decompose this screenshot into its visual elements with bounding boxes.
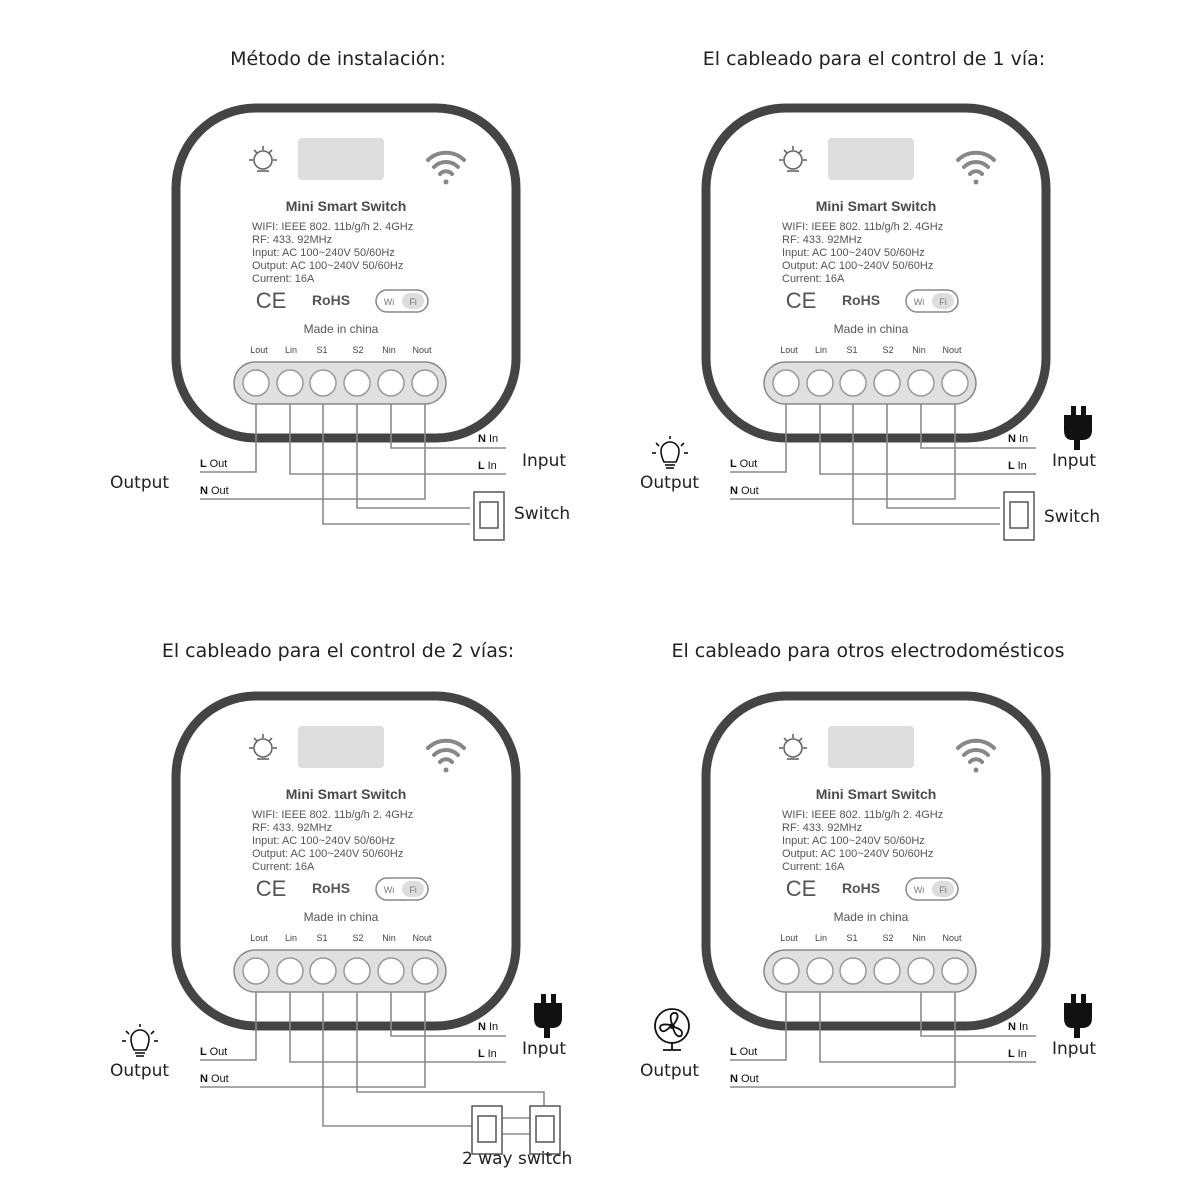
terminal-label: S2 (882, 345, 894, 355)
wifi-logo-wi: Wi (913, 297, 925, 307)
title-installation-method: Método de instalación: (230, 48, 446, 70)
spec-line: Output: AC 100~240V 50/60Hz (252, 848, 404, 860)
wifi-logo-wi: Wi (913, 885, 925, 895)
spec-line: Current: 16A (782, 273, 845, 285)
made-in-label: Made in china (303, 322, 379, 336)
device-name: Mini Smart Switch (815, 198, 937, 214)
device-name: Mini Smart Switch (285, 198, 407, 214)
input-label: Input (1052, 1039, 1097, 1059)
wire-label-n-in: N In (1008, 433, 1029, 445)
output-label: Output (110, 473, 170, 493)
wire-label-l-out: L Out (730, 1046, 758, 1058)
spec-line: WIFI: IEEE 802. 11b/g/h 2. 4GHz (252, 809, 414, 821)
terminal-strip (234, 950, 446, 992)
spec-line: WIFI: IEEE 802. 11b/g/h 2. 4GHz (252, 221, 414, 233)
spec-line: RF: 433. 92MHz (782, 822, 863, 834)
terminal-label: Lin (814, 345, 828, 355)
terminal-label: Nin (912, 345, 926, 355)
power-plug-icon (534, 994, 562, 1038)
terminal-label: Lin (284, 933, 298, 943)
rohs-mark: RoHS (311, 880, 351, 896)
power-plug-icon (1064, 406, 1092, 450)
spec-line: Output: AC 100~240V 50/60Hz (782, 848, 934, 860)
switch-label: Switch (514, 504, 571, 524)
terminal-label: Nin (382, 345, 396, 355)
terminal-label: S2 (882, 933, 894, 943)
title-other-appliances: El cableado para otros electrodomésticos (671, 640, 1065, 662)
input-label: Input (1052, 451, 1097, 471)
terminal-label: Nout (412, 345, 432, 355)
terminal-label: S1 (316, 933, 328, 943)
spec-line: Input: AC 100~240V 50/60Hz (782, 247, 925, 259)
wire-label-n-out: N Out (200, 485, 229, 497)
fan-icon (655, 1009, 689, 1050)
wifi-logo-fi: Fi (409, 297, 417, 307)
terminal-label: Lout (250, 345, 268, 355)
two-way-switch-a (472, 1106, 502, 1154)
rohs-mark: RoHS (841, 292, 881, 308)
spec-line: Output: AC 100~240V 50/60Hz (252, 260, 404, 272)
wiring-panel-q1 (110, 108, 570, 540)
two-way-switch-label: 2 way switch (462, 1149, 573, 1169)
device-name: Mini Smart Switch (815, 786, 937, 802)
title-one-way-wiring: El cableado para el control de 1 vía: (702, 48, 1046, 70)
terminal-strip (764, 362, 976, 404)
wire-label-l-out: L Out (200, 1046, 228, 1058)
wire-label-l-in: L In (1008, 1048, 1027, 1060)
wire-label-n-out: N Out (730, 1073, 759, 1085)
light-bulb-icon (652, 436, 688, 468)
two-way-switch-b (530, 1106, 560, 1154)
wifi-logo-wi: Wi (383, 297, 395, 307)
output-label: Output (640, 473, 700, 493)
terminal-label: S2 (352, 345, 364, 355)
spec-line: RF: 433. 92MHz (252, 234, 333, 246)
ce-mark: CE (255, 876, 287, 901)
spec-line: WIFI: IEEE 802. 11b/g/h 2. 4GHz (782, 809, 944, 821)
terminal-strip (234, 362, 446, 404)
spec-line: RF: 433. 92MHz (252, 822, 333, 834)
wall-switch (1004, 492, 1034, 540)
ce-mark: CE (255, 288, 287, 313)
input-label: Input (522, 1039, 567, 1059)
spec-line: Input: AC 100~240V 50/60Hz (782, 835, 925, 847)
wifi-logo-fi: Fi (409, 885, 417, 895)
terminal-label: Lout (780, 933, 798, 943)
made-in-label: Made in china (833, 910, 909, 924)
switch-label: Switch (1044, 507, 1101, 527)
wall-switch (474, 492, 504, 540)
terminal-label: Nout (942, 345, 962, 355)
wiring-panel-q2 (640, 108, 1100, 540)
terminal-strip (764, 950, 976, 992)
made-in-label: Made in china (303, 910, 379, 924)
spec-line: Input: AC 100~240V 50/60Hz (252, 247, 395, 259)
wire-label-l-in: L In (1008, 460, 1027, 472)
wifi-logo-fi: Fi (939, 297, 947, 307)
light-bulb-icon (122, 1024, 158, 1056)
spec-line: Current: 16A (782, 861, 845, 873)
terminal-label: Nin (912, 933, 926, 943)
made-in-label: Made in china (833, 322, 909, 336)
terminal-label: Lin (814, 933, 828, 943)
wire-label-n-in: N In (478, 433, 499, 445)
output-label: Output (640, 1061, 700, 1081)
wiring-panel-q4 (640, 696, 1096, 1087)
wiring-panel-q3 (110, 696, 572, 1169)
spec-line: Current: 16A (252, 861, 315, 873)
spec-line: Input: AC 100~240V 50/60Hz (252, 835, 395, 847)
wire-label-n-in: N In (1008, 1021, 1029, 1033)
terminal-label: Nout (942, 933, 962, 943)
rohs-mark: RoHS (841, 880, 881, 896)
terminal-label: S1 (846, 345, 858, 355)
device-name: Mini Smart Switch (285, 786, 407, 802)
wire-label-l-in: L In (478, 1048, 497, 1060)
wire-label-l-in: L In (478, 460, 497, 472)
title-two-way-wiring: El cableado para el control de 2 vías: (161, 640, 515, 662)
terminal-label: Nin (382, 933, 396, 943)
wifi-logo-wi: Wi (383, 885, 395, 895)
wire-label-l-out: L Out (200, 458, 228, 470)
terminal-label: S1 (846, 933, 858, 943)
output-label: Output (110, 1061, 170, 1081)
terminal-label: S1 (316, 345, 328, 355)
terminal-label: Lout (780, 345, 798, 355)
input-label: Input (522, 451, 567, 471)
terminal-label: Lin (284, 345, 298, 355)
wire-label-n-out: N Out (200, 1073, 229, 1085)
wire-label-n-out: N Out (730, 485, 759, 497)
wifi-logo-fi: Fi (939, 885, 947, 895)
spec-line: Output: AC 100~240V 50/60Hz (782, 260, 934, 272)
spec-line: RF: 433. 92MHz (782, 234, 863, 246)
terminal-label: Lout (250, 933, 268, 943)
ce-mark: CE (785, 876, 817, 901)
terminal-label: Nout (412, 933, 432, 943)
wire-label-l-out: L Out (730, 458, 758, 470)
wire-label-n-in: N In (478, 1021, 499, 1033)
spec-line: WIFI: IEEE 802. 11b/g/h 2. 4GHz (782, 221, 944, 233)
power-plug-icon (1064, 994, 1092, 1038)
ce-mark: CE (785, 288, 817, 313)
rohs-mark: RoHS (311, 292, 351, 308)
terminal-label: S2 (352, 933, 364, 943)
spec-line: Current: 16A (252, 273, 315, 285)
